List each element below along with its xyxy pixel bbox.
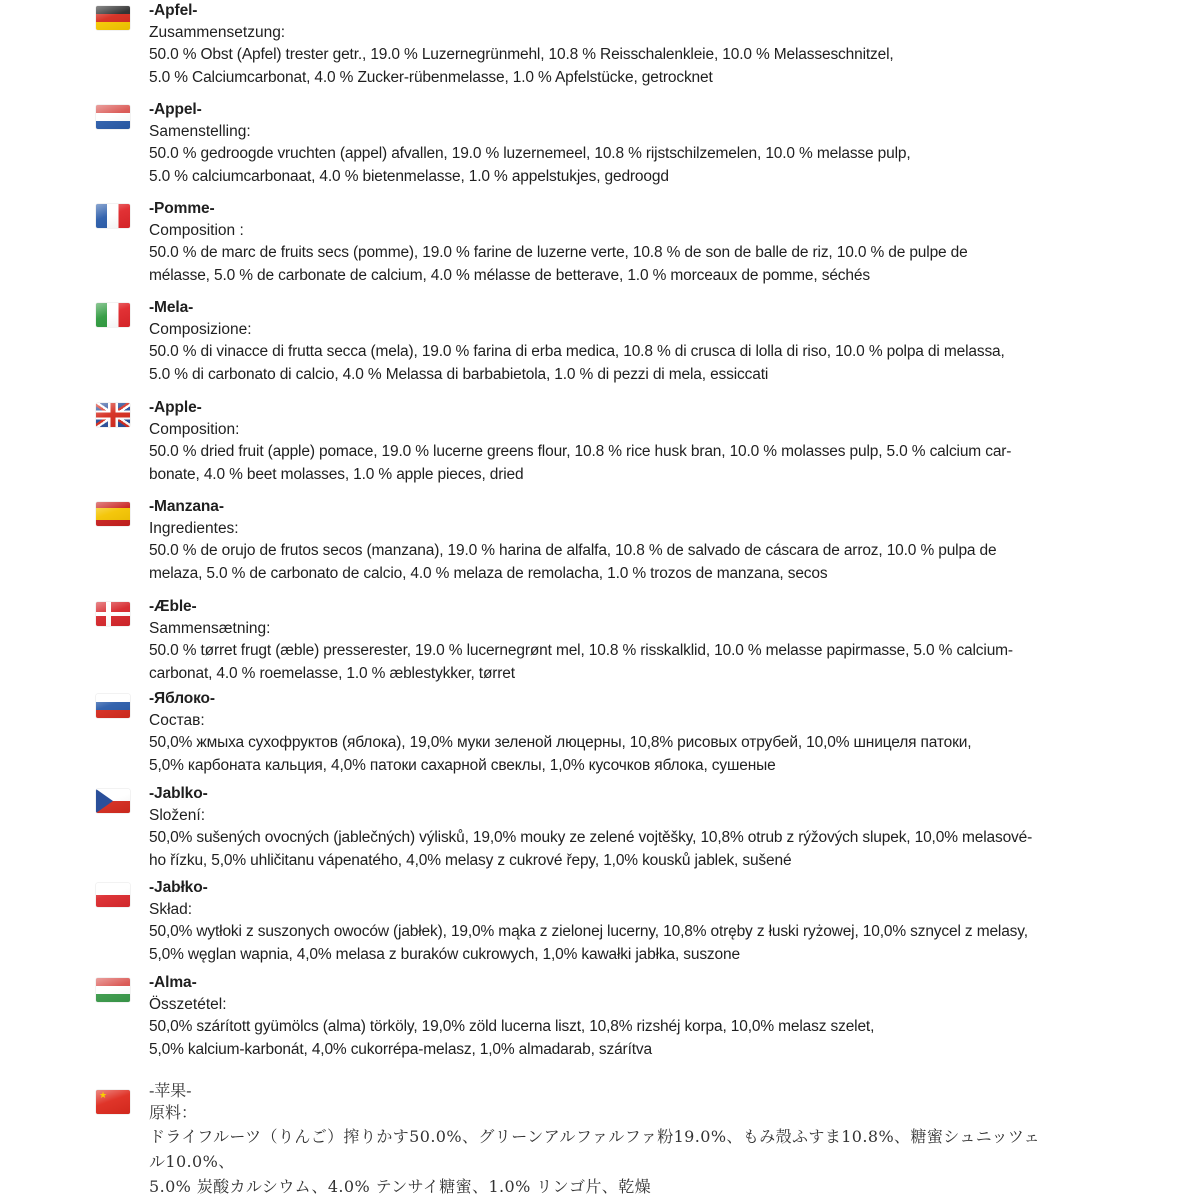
entry-body-line: 5.0 % di carbonato di calcio, 4.0 % Melassa di barbabietola, 1.0 % di pezzi di mela, essiccati bbox=[149, 365, 769, 383]
entry-label: Ingredientes: bbox=[149, 520, 239, 537]
entry-title: -Mela- bbox=[149, 299, 194, 316]
netherlands-flag-icon bbox=[96, 105, 130, 129]
entry-title: -Pomme- bbox=[149, 200, 215, 217]
entry-label: Samenstelling: bbox=[149, 123, 251, 140]
entry-label: Složení: bbox=[149, 807, 206, 824]
france-flag-icon bbox=[96, 204, 130, 228]
denmark-flag-icon bbox=[96, 602, 130, 626]
germany-flag-icon bbox=[96, 6, 130, 30]
entry-body-line: 5,0% карбоната кальция, 4,0% патоки сахарной свеклы, 1,0% кусочков яблока, сушеные bbox=[149, 756, 776, 774]
poland-flag-icon bbox=[96, 883, 130, 907]
entry-label: Skład: bbox=[149, 901, 193, 918]
entry-title: -Appel- bbox=[149, 101, 202, 118]
entry-title: -Alma- bbox=[149, 974, 197, 991]
entry-body-line: 50.0 % Obst (Apfel) trester getr., 19.0 % Luzernegrünmehl, 10.8 % Reisschalenkleie, 10.0 % Melasseschnitzel, bbox=[149, 46, 894, 63]
entry-body-line: bonate, 4.0 % beet molasses, 1.0 % apple pieces, dried bbox=[149, 465, 524, 483]
entry-title: -Jabłko- bbox=[149, 879, 208, 896]
entry-label: Состав: bbox=[149, 712, 205, 729]
entry-body-line: 50,0% szárított gyümölcs (alma) törköly, 19,0% zöld lucerna liszt, 10,8% rizshéj korpa, 10,0% melasz szelet, bbox=[149, 1018, 875, 1035]
china-flag-icon bbox=[96, 1090, 130, 1114]
spain-flag-icon bbox=[96, 502, 130, 526]
entry-body-line: 50,0% wytłoki z suszonych owoców (jabłek), 19,0% mąka z zielonej lucerny, 10,8% otręby z łuski ryżowej, 10,0% sznycel z melasy, bbox=[149, 923, 1028, 940]
entry-title: -Manzana- bbox=[149, 498, 224, 515]
entry-body-line: carbonat, 4.0 % roemelasse, 1.0 % æblestykker, tørret bbox=[149, 664, 515, 682]
entry-body-line: 50.0 % dried fruit (apple) pomace, 19.0 % lucerne greens flour, 10.8 % rice husk bran, 10.0 % molasses pulp, 5.0 % calcium car- bbox=[149, 443, 1012, 460]
entry-body-line: 50.0 % gedroogde vruchten (appel) afvallen, 19.0 % luzernemeel, 10.8 % rijstschilzemelen, 10.0 % melasse pulp, bbox=[149, 145, 911, 162]
entry-label: Zusammensetzung: bbox=[149, 24, 286, 41]
entry-title: -Apfel- bbox=[149, 2, 198, 19]
entry-label: Összetétel: bbox=[149, 996, 227, 1013]
entry-body-line: 5.0 % calciumcarbonaat, 4.0 % bietenmelasse, 1.0 % appelstukjes, gedroogd bbox=[149, 167, 669, 185]
italy-flag-icon bbox=[96, 303, 130, 327]
entry-body-line: ho řízku, 5,0% uhličitanu vápenatého, 4,0% melasy z cukrové řepy, 1,0% kousků jablek, sušené bbox=[149, 851, 792, 869]
hungary-flag-icon bbox=[96, 978, 130, 1002]
entry-body-line: 50.0 % de marc de fruits secs (pomme), 19.0 % farine de luzerne verte, 10.8 % de son de balle de riz, 10.0 % de pulpe de bbox=[149, 244, 968, 261]
entry-label: Composition: bbox=[149, 421, 240, 438]
entry-body-line: mélasse, 5.0 % de carbonate de calcium, 4.0 % mélasse de betterave, 1.0 % morceaux de pomme, séchés bbox=[149, 266, 870, 284]
russia-flag-icon bbox=[96, 694, 130, 718]
entry-body-line: 50,0% sušených ovocných (jablečných) výlisků, 19,0% mouky ze zelené vojtěšky, 10,8% otrub z rýžových slupek, 10,0% melasové- bbox=[149, 829, 1033, 846]
entry-body-line: ル10.0%、 bbox=[149, 1152, 235, 1171]
entry-title: -Яблоко- bbox=[149, 690, 215, 707]
entry-label: Composition : bbox=[149, 222, 244, 239]
entry-label: 原料： bbox=[149, 1103, 198, 1122]
entry-label: Sammensætning: bbox=[149, 620, 271, 637]
entry-body-line: melaza, 5.0 % de carbonato de calcio, 4.0 % melaza de remolacha, 1.0 % trozos de manzana, secos bbox=[149, 564, 828, 582]
czech-flag-icon bbox=[96, 789, 130, 813]
entry-title: -Apple- bbox=[149, 399, 202, 416]
uk-flag-icon bbox=[96, 403, 130, 427]
entry-body-line: 50.0 % tørret frugt (æble) presserester, 19.0 % lucernegrønt mel, 10.8 % risskalklid, 10.0 % melasse papirmasse, 5.0 % calcium- bbox=[149, 642, 1013, 659]
entry-body-line: 50,0% жмыха сухофруктов (яблока), 19,0% муки зеленой люцерны, 10,8% рисовых отрубей, 10,0% шницеля патоки, bbox=[149, 734, 972, 751]
entry-title: -Æble- bbox=[149, 598, 197, 615]
entry-title: -Jablko- bbox=[149, 785, 208, 802]
entry-body-line: 5.0% 炭酸カルシウム、4.0% テンサイ糖蜜、1.0% リンゴ片、乾燥 bbox=[149, 1177, 652, 1196]
entry-body-line: 5,0% kalcium-karbonát, 4,0% cukorrépa-melasz, 1,0% almadarab, szárítva bbox=[149, 1040, 652, 1058]
entry-body-line: 50.0 % de orujo de frutos secos (manzana), 19.0 % harina de alfalfa, 10.8 % de salvado de cáscara de arroz, 10.0 % pulpa de bbox=[149, 542, 997, 559]
entry-body-line: 5.0 % Calciumcarbonat, 4.0 % Zucker-rübenmelasse, 1.0 % Apfelstücke, getrocknet bbox=[149, 68, 713, 86]
entry-body-line: 50.0 % di vinacce di frutta secca (mela), 19.0 % farina di erba medica, 10.8 % di crusca di lolla di riso, 10.0 % polpa di melassa, bbox=[149, 343, 1005, 360]
entry-body-line: ドライフルーツ（りんご）搾りかす50.0%、グリーンアルファルファ粉19.0%、もみ殻ふすま10.8%、糖蜜シュニッツェ bbox=[149, 1127, 1041, 1146]
entry-body-line: 5,0% węglan wapnia, 4,0% melasa z buraków cukrowych, 1,0% kawałki jabłka, suszone bbox=[149, 945, 740, 963]
entry-label: Composizione: bbox=[149, 321, 252, 338]
entry-title: -苹果- bbox=[149, 1081, 192, 1100]
